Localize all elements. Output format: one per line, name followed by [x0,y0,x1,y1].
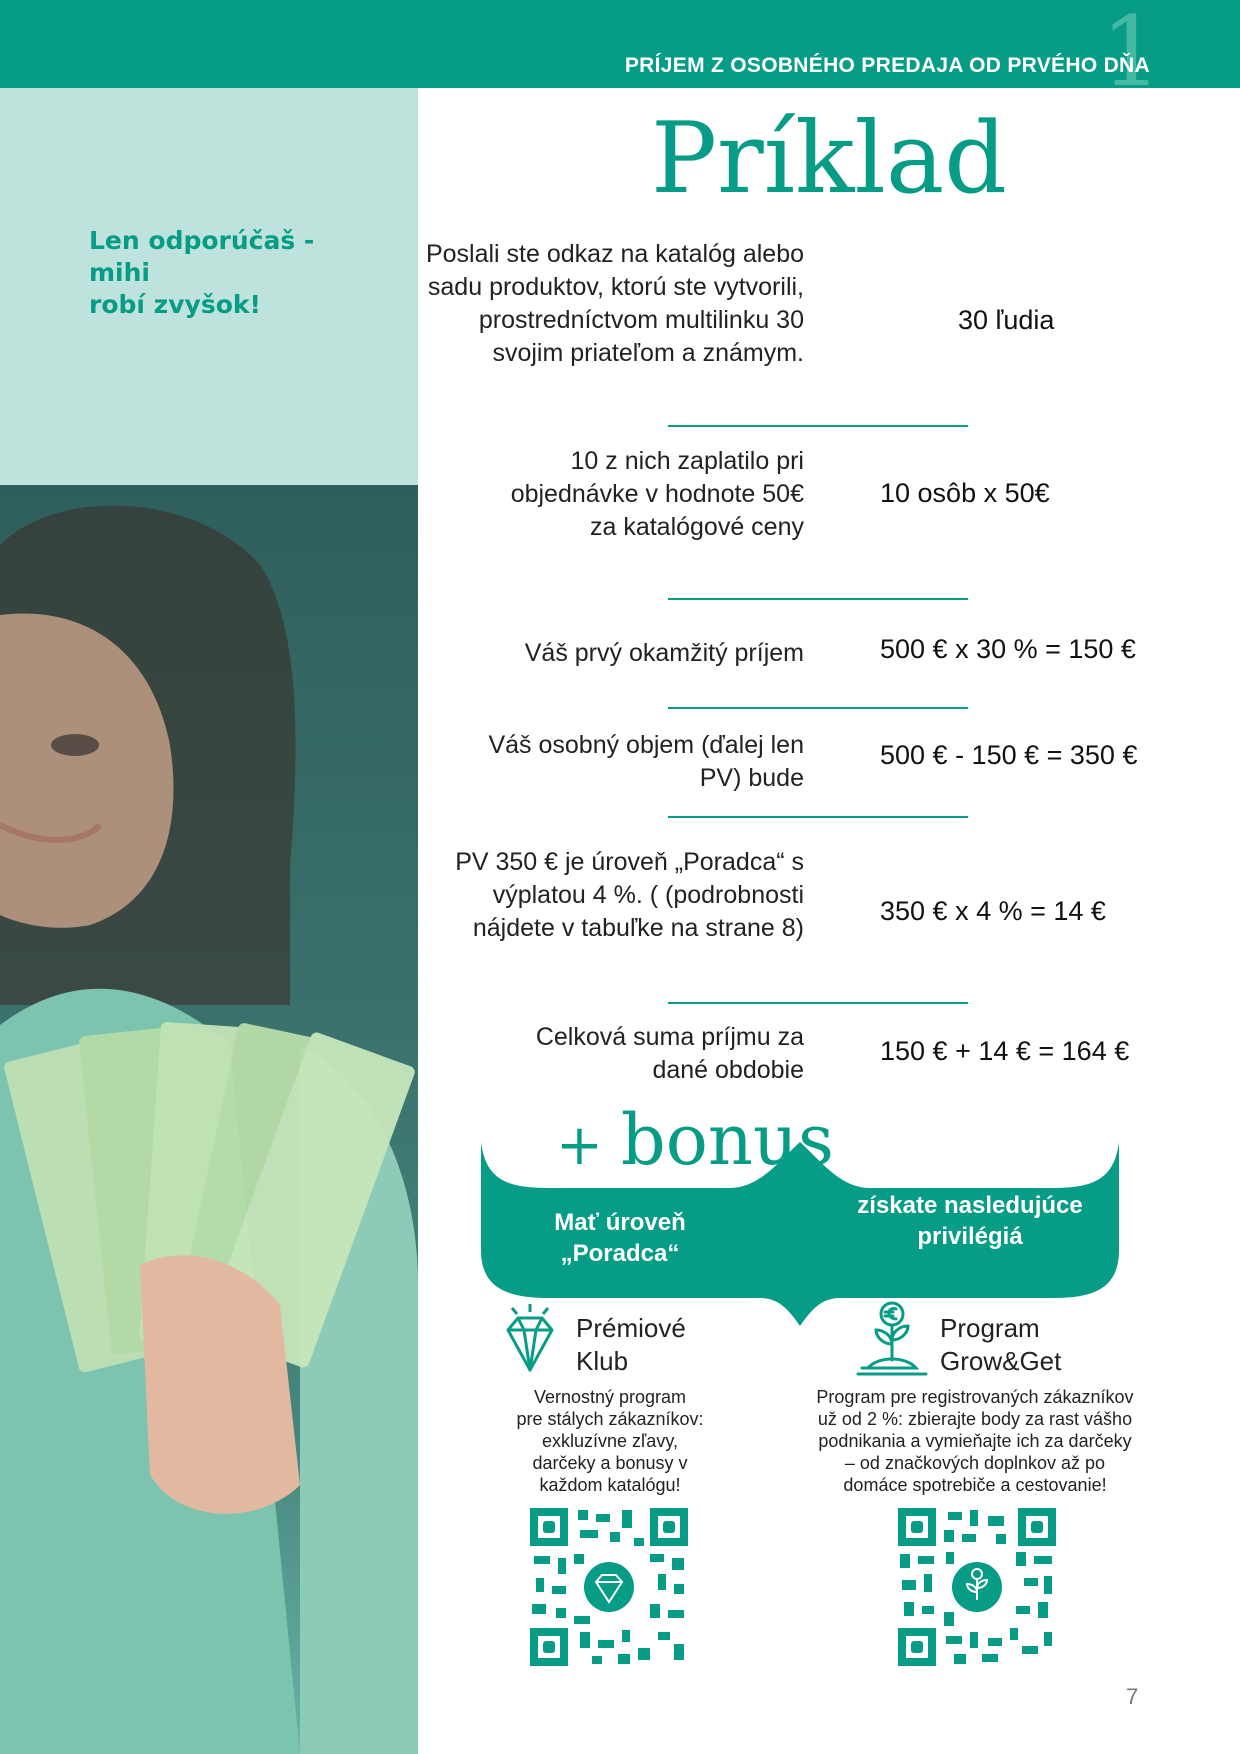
qr-code-premium-club[interactable] [530,1508,688,1666]
bonus-plus: + [556,1113,603,1178]
tagline-line: Len odporúčaš - [89,226,315,255]
desc-line: pre stálych zákazníkov: [516,1409,704,1429]
row-divider [668,1002,968,1004]
row-value: 150 € + 14 € = 164 € [880,1036,1130,1066]
desc-line: darčeky a bonusy v [532,1453,688,1473]
banner-line: získate nasledujúce [857,1192,1083,1219]
woman-holding-money-photo [0,485,418,1754]
banner-right-text [820,1190,1120,1252]
desc-line: Program pre registrovaných zákazníkov [816,1387,1134,1407]
feature-title-grow-get [940,1312,1061,1378]
desc-line: Vernostný program [533,1387,687,1407]
section-title: PRÍJEM Z OSOBNÉHO PREDAJA OD PRVÉHO DŇA [624,54,1150,77]
page-number: 7 [1126,1684,1139,1709]
feature-title-line: Program [940,1313,1040,1343]
tagline-line: robí zvyšok! [89,290,261,319]
row-value: 30 ľudia [958,305,1055,335]
row-value: 350 € x 4 % = 14 € [880,896,1106,926]
desc-line: každom katalógu! [539,1475,681,1495]
row-label: Poslali ste odkaz na katalóg alebo sadu produktov, ktorú ste vytvorili, prostredníctvom multilinku 30 svojim priateľom a známym. [425,240,804,367]
row-label: Váš prvý okamžitý príjem [524,639,804,667]
diamond-icon [490,1300,570,1380]
desc-line: – od značkových doplnkov až po [844,1453,1106,1473]
row-label: PV 350 € je úroveň „Poradca“ s výplatou 4 %. ( (podrobnosti nájdete v tabuľke na strane 8) [455,848,804,942]
row-value: 500 € x 30 % = 150 € [880,634,1136,664]
top-banner [0,0,1240,108]
feature-title-line: Prémiové [576,1313,686,1343]
banner-line: „Poradca“ [560,1240,680,1267]
feature-title-line: Grow&Get [940,1346,1062,1376]
feature-title-line: Klub [576,1346,629,1376]
desc-line: podnikania a vymieňajte ich za darčeky [818,1431,1132,1451]
feature-title-premium-club [576,1312,686,1378]
page-heading: Príklad [650,102,1007,216]
row-divider [668,425,968,427]
row-value: 10 osôb x 50€ [880,478,1050,508]
banner-line: privilégiá [917,1223,1023,1250]
banner-left-text [520,1207,720,1269]
qr-code-grow-get[interactable] [898,1508,1056,1666]
row-value: 500 € - 150 € = 350 € [880,740,1138,770]
tagline [89,225,369,321]
row-divider [668,707,968,709]
bonus-title: bonus [620,1099,834,1181]
row-divider [668,816,968,818]
banner-line: Mať úroveň [554,1209,686,1236]
feature-description-grow-get [790,1386,1160,1496]
desc-line: domáce spotrebiče a cestovanie! [843,1475,1107,1495]
row-label: 10 z nich zaplatilo pri objednávke v hodnote 50€ za katalógové ceny [510,447,804,541]
feature-description-premium-club [485,1386,735,1496]
bonus-heading [556,1099,834,1181]
row-label: Celková suma príjmu za dané obdobie [535,1023,804,1084]
desc-line: exkluzívne zľavy, [542,1431,678,1451]
chapter-number: 1 [1100,0,1162,108]
tagline-line: mihi [89,258,150,287]
desc-line: už od 2 %: zbierajte body za rast vášho [817,1409,1133,1429]
plant-euro-icon [852,1300,932,1380]
row-label: Váš osobný objem (ďalej len PV) bude [488,731,804,792]
row-divider [668,598,968,600]
